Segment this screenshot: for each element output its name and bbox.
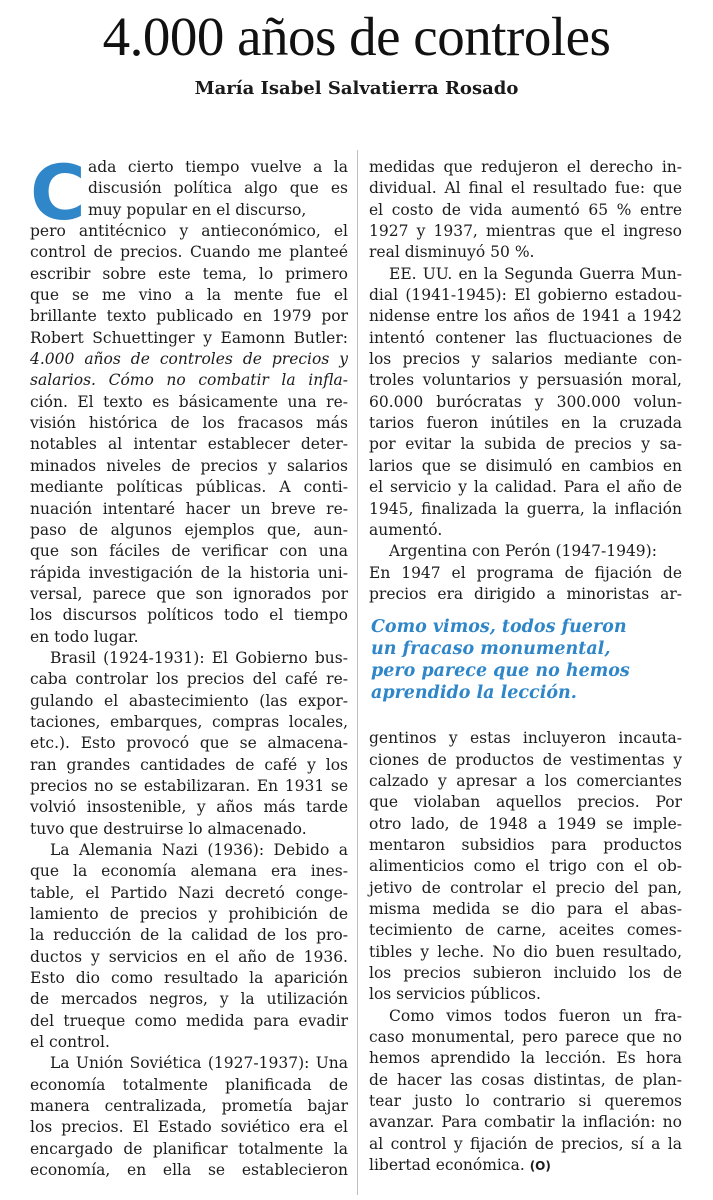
text-line: libertad económica.	[369, 1156, 525, 1175]
text-line: los servicios públicos.	[369, 985, 541, 1004]
paragraph-conclusion	[369, 1006, 682, 1177]
text-line: Brasil (1924-1931): El Gobierno bus-	[50, 648, 348, 667]
text-line: muy popular en el discurso,	[88, 200, 307, 219]
text-line: el servicio y la calidad. Para el año de	[369, 478, 682, 497]
text-line: discusión política algo que es	[88, 179, 348, 198]
text-line: gulando el abastecimiento (las expor-	[30, 691, 348, 710]
text-line: brillante texto publicado en 1979 por	[30, 307, 348, 326]
text-line: caba controlar los precios del café re-	[30, 670, 348, 689]
text-line: manera centralizada, prometía bajar	[30, 1097, 348, 1116]
text-line: mentaron subsidios para productos	[369, 835, 682, 854]
pull-quote-line: aprendido la lección.	[371, 683, 577, 704]
text-line: ran grandes cantidades de café y los	[30, 755, 348, 774]
text-line: La Alemania Nazi (1936): Debido a	[50, 841, 348, 859]
column-divider	[357, 150, 358, 1195]
intro-paragraph	[30, 148, 348, 648]
text-line: que violaban aquellos precios. Por	[369, 793, 682, 812]
text-line: precios era dirigido a minoristas ar-	[369, 584, 682, 603]
text-line: larios que se disimuló en cambios en	[369, 456, 682, 475]
text-line: taciones, embarques, compras locales,	[30, 712, 348, 731]
text-line: economía, en ella se establecieron	[30, 1161, 348, 1180]
text-line: tuvo que destruirse lo almacenado.	[30, 819, 307, 838]
text-line: minados niveles de precios y salarios	[30, 456, 348, 475]
text-line: tecimiento de carne, aceites comes-	[369, 921, 682, 940]
paragraph-brasil	[30, 648, 348, 840]
text-line: caso monumental, pero parece que no	[369, 1028, 682, 1047]
text-line: hemos aprendido la lección. Es hora	[369, 1049, 682, 1068]
text-line: 60.000 burócratas y 300.000 volun-	[369, 392, 682, 411]
text-line: alimenticios como el trigo con el ob-	[369, 857, 682, 876]
text-line: economía totalmente planificada de	[30, 1075, 348, 1094]
text-line: nuación intentaré hacer un breve re-	[30, 499, 348, 518]
text-line: EE. UU. en la Segunda Guerra Mun-	[389, 264, 682, 283]
text-line: otro lado, de 1948 a 1949 se imple-	[369, 814, 682, 833]
text-line: de mercados negros, y la utilización	[30, 990, 348, 1009]
text-line: calzado y apresar a los comerciantes	[369, 771, 682, 790]
text-line: los discursos políticos todo el tiempo	[30, 606, 348, 625]
text-line: avanzar. Para combatir la inflación: no	[369, 1113, 682, 1132]
text-line: medidas que redujeron el derecho in-	[369, 158, 682, 176]
article-title: 4.000 años de controles	[102, 6, 611, 67]
text-line: del trueque como medida para evadir	[30, 1011, 348, 1030]
drop-cap: C	[30, 148, 86, 237]
text-line: lamiento de precios y prohibición de	[30, 905, 348, 924]
text-line: control de precios. Cuando me planteé	[30, 243, 348, 262]
text-line: rápida investigación de la historia uni-	[30, 563, 348, 582]
text-line: que la economía alemana era ines-	[30, 862, 348, 881]
text-line: en todo lugar.	[30, 627, 139, 646]
paragraph-argentina-cont	[369, 728, 682, 1005]
text-line: ductos y servicios en el año de 1936.	[30, 947, 348, 966]
left-column	[30, 148, 348, 1182]
pull-quote	[369, 616, 682, 704]
paragraph-eeuu	[369, 264, 682, 541]
text-line: volvió insostenible, y años más tarde	[30, 798, 348, 817]
text-line: la reducción de la calidad de los pro-	[30, 926, 348, 945]
text-line: los precios y salarios mediante con-	[369, 350, 682, 369]
text-line: de hacer las cosas distintas, de plan-	[369, 1070, 682, 1089]
text-line: 1945, finalizada la guerra, la inflación	[369, 499, 682, 518]
text-line: ciones de productos de vestimentas y	[369, 750, 682, 769]
text-line: Como vimos todos fueron un fra-	[389, 1006, 682, 1025]
text-line: Robert Schuettinger y Eamonn Butler:	[30, 328, 348, 347]
end-mark: (O)	[529, 1159, 551, 1174]
text-line: por evitar la subida de precios y sa-	[369, 435, 682, 454]
text-line: intentó contener las fluctuaciones de	[369, 328, 682, 347]
text-line: los precios subieron incluido los de	[369, 964, 682, 982]
text-line: misma medida se dio para el abas-	[369, 899, 682, 918]
text-line: En 1947 el programa de fijación de	[369, 563, 682, 582]
text-line: Argentina con Perón (1947-1949):	[389, 542, 657, 561]
text-line: La Unión Soviética (1927-1937): Una	[50, 1054, 348, 1073]
text-line: notables al intentar establecer deter-	[30, 435, 348, 454]
text-line: al control y fijación de precios, sí a la	[369, 1134, 682, 1153]
text-line: gentinos y estas incluyeron incauta-	[369, 729, 682, 748]
text-line: el costo de vida aumentó 65 % entre	[369, 200, 682, 219]
text-line: pero antitécnico y antieconómico, el	[30, 222, 348, 241]
pull-quote-line: pero parece que no hemos	[371, 661, 630, 682]
text-line: Esto dio como resultado la aparición	[30, 969, 348, 988]
book-title-line: salarios. Cómo no combatir la infla-	[30, 371, 348, 390]
text-line: encargado de planificar totalmente la	[30, 1139, 348, 1158]
pull-quote-line: Como vimos, todos fueron	[371, 617, 627, 638]
book-title-line: 4.000 años de controles de precios y	[30, 350, 348, 369]
text-line: dividual. Al final el resultado fue: que	[369, 179, 682, 198]
text-line: que son fáciles de verificar con una	[30, 542, 348, 561]
text-line: los precios. El Estado soviético era el	[30, 1118, 348, 1137]
text-line: que se me vino a la mente fue el	[30, 286, 348, 305]
paragraph-urss	[30, 1053, 348, 1181]
text-line: jetivo de controlar el precio del pan,	[369, 878, 682, 897]
text-line: tibles y leche. No dio buen resultado,	[369, 942, 682, 961]
paragraph-urss-cont	[369, 157, 682, 264]
text-line: el control.	[30, 1033, 110, 1052]
text-line: troles voluntarios y persuasión moral,	[369, 371, 682, 390]
text-line: precios no se estabilizaran. En 1931 se	[30, 776, 348, 795]
text-line: real disminuyó 50 %.	[369, 243, 535, 262]
text-line: ción. El texto es básicamente una re-	[30, 392, 348, 411]
text-line: aumentó.	[369, 520, 443, 539]
text-line: tarios fueron inútiles en la cruzada	[369, 414, 682, 433]
pull-quote-line: un fracaso monumental,	[371, 639, 611, 660]
text-line: 1927 y 1937, mientras que el ingreso	[369, 222, 682, 241]
text-line: escribir sobre este tema, lo primero	[30, 264, 348, 283]
final-line	[369, 1155, 682, 1176]
text-line: ada cierto tiempo vuelve a la	[88, 158, 348, 176]
paragraph-alemania	[30, 840, 348, 1053]
right-column	[369, 157, 682, 1176]
text-line: dial (1941-1945): El gobierno estadou-	[369, 286, 682, 305]
text-line: paso de algunos ejemplos que, aun-	[30, 520, 348, 539]
text-line: etc.). Esto provocó que se almacena-	[30, 734, 348, 753]
author-byline: María Isabel Salvatierra Rosado	[194, 78, 519, 99]
text-line: visión histórica de los fracasos más	[30, 414, 348, 433]
text-line: versal, parece que son ignorados por	[30, 584, 348, 603]
text-line: mediante políticas públicas. A conti-	[30, 478, 348, 497]
text-line: tear justo lo contrario si queremos	[369, 1092, 682, 1111]
text-line: nidense entre los años de 1941 a 1942	[369, 307, 682, 326]
paragraph-argentina	[369, 541, 682, 605]
text-line: table, el Partido Nazi decretó conge-	[30, 883, 348, 902]
